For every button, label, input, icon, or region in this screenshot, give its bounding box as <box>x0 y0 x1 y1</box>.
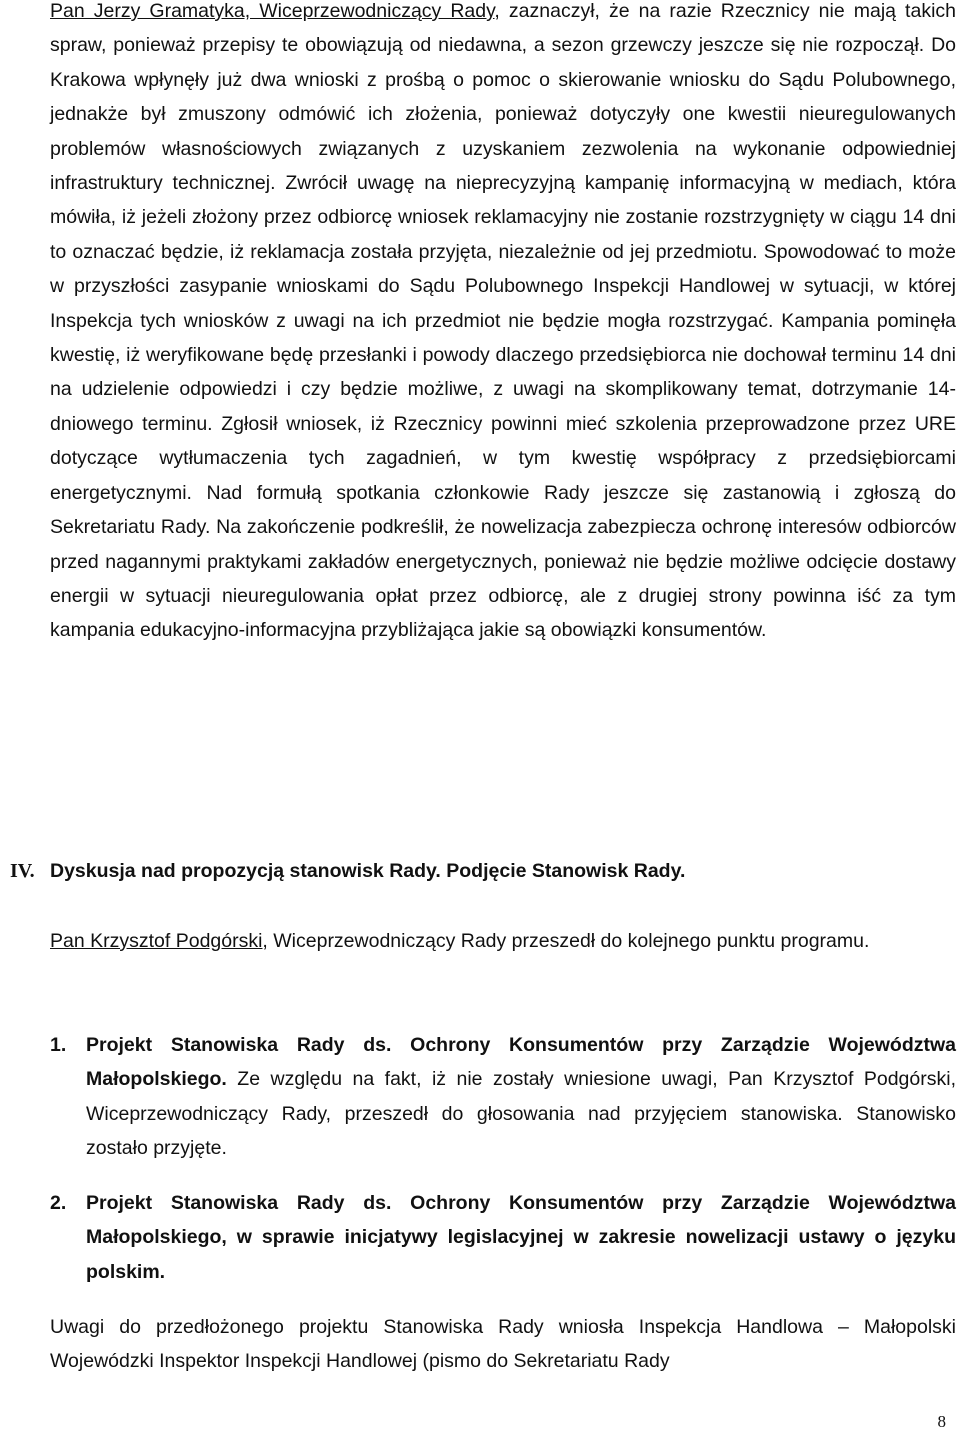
item-title-1: Projekt Stanowiska Rady ds. Ochrony Konsumentów przy Zarządzie Województwa Małopolskiego. <box>86 1034 956 1091</box>
speaker-name: Pan Jerzy Gramatyka, Wiceprzewodniczący Rady, <box>50 0 500 22</box>
paragraph-text: Wiceprzewodniczący Rady przeszedł do kolejnego punktu programu. <box>267 930 870 952</box>
item-number-2: 2. <box>50 1192 67 1214</box>
item-title-2: Projekt Stanowiska Rady ds. Ochrony Konsumentów przy Zarządzie Województwa Małopolskiego, w sprawie inicjatywy legislacyjnej w zakresie nowelizacji ustawy o języku polskim. <box>86 1192 956 1283</box>
paragraph-podgorski <box>50 924 956 958</box>
section-title: Dyskusja nad propozycją stanowisk Rady. Podjęcie Stanowisk Rady. <box>50 860 686 882</box>
page-number: 8 <box>937 1412 946 1431</box>
item-body-1 <box>86 1028 956 1166</box>
section-number: IV. <box>10 860 35 882</box>
paragraph-uwagi: Uwagi do przedłożonego projektu Stanowiska Rady wniosła Inspekcja Handlowa – Małopolski Wojewódzki Inspektor Inspekcji Handlowej (pismo do Sekretariatu Rady <box>50 1316 956 1373</box>
speaker-name: Pan Krzysztof Podgórski, <box>50 930 268 952</box>
item-text-1: Ze względu na fakt, iż nie zostały wniesione uwagi, Pan Krzysztof Podgórski, Wiceprzewodniczący Rady, przeszedł do głosowania nad przyjęciem stanowiska. Stanowisko zostało przyjęte. <box>86 1068 956 1160</box>
paragraph-text: zaznaczył, że na razie Rzecznicy nie mają takich spraw, ponieważ przepisy te obowiązują od niedawna, a sezon grzewczy jeszcze się nie rozpoczął. Do Krakowa wpłynęły już dwa wnioski z prośbą o pomoc o skierowanie wniosku do Sądu Polubownego, jednakże był zmuszony odmówić ich złożenia, ponieważ dotyczyły one kwestii nieuregulowanych problemów własnościowych związanych z uzyskaniem zezwolenia na wykonanie odpowiedniej infrastruktury technicznej. Zwrócił uwagę na nieprecyzyjną kampanię informacyjną w mediach, która mówiła, iż jeżeli złożony przez odbiorcę wniosek reklamacyjny nie zostanie rozstrzygnięty w ciągu 14 dni to oznaczać będzie, iż reklamacja została przyjęta, niezależnie od jej przedmiotu. Spowodować to może w przyszłości zasypanie wnioskami do Sądu Polubownego Inspekcji Handlowej w sytuacji, w której Inspekcja tych wniosków z uwagi na ich przedmiot nie będzie mogła rozstrzygać. Kampania pominęła kwestię, iż weryfikowane będę przesłanki i powody dlaczego przedsiębiorca nie dochował terminu 14 dni na udzielenie odpowiedzi i czy będzie możliwe, z uwagi na skomplikowany temat, dotrzymanie 14-dniowego terminu. Zgłosił wniosek, iż Rzecznicy powinni mieć szkolenia przeprowadzone przez URE dotyczące wytłumaczenia tych zagadnień, w tym kwestię współpracy z przedsiębiorcami energetycznymi. Nad formułą spotkania członkowie Rady jeszcze się zastanowią i zgłoszą do Sekretariatu Rady. Na zakończenie podkreślił, że nowelizacja zabezpiecza ochronę interesów odbiorców przed nagannymi praktykami zakładów energetycznych, ponieważ nie będzie możliwe odcięcie dostawy energii w sytuacji nieuregulowania opłat przez odbiorcę, ale z drugiej strony powinna iść za tym kampania edukacyjno-informacyjna przybliżająca jakie są obowiązki konsumentów. <box>50 0 956 642</box>
paragraph-gramatyka <box>50 0 956 648</box>
item-body-2 <box>86 1186 956 1289</box>
item-number-1: 1. <box>50 1034 67 1056</box>
